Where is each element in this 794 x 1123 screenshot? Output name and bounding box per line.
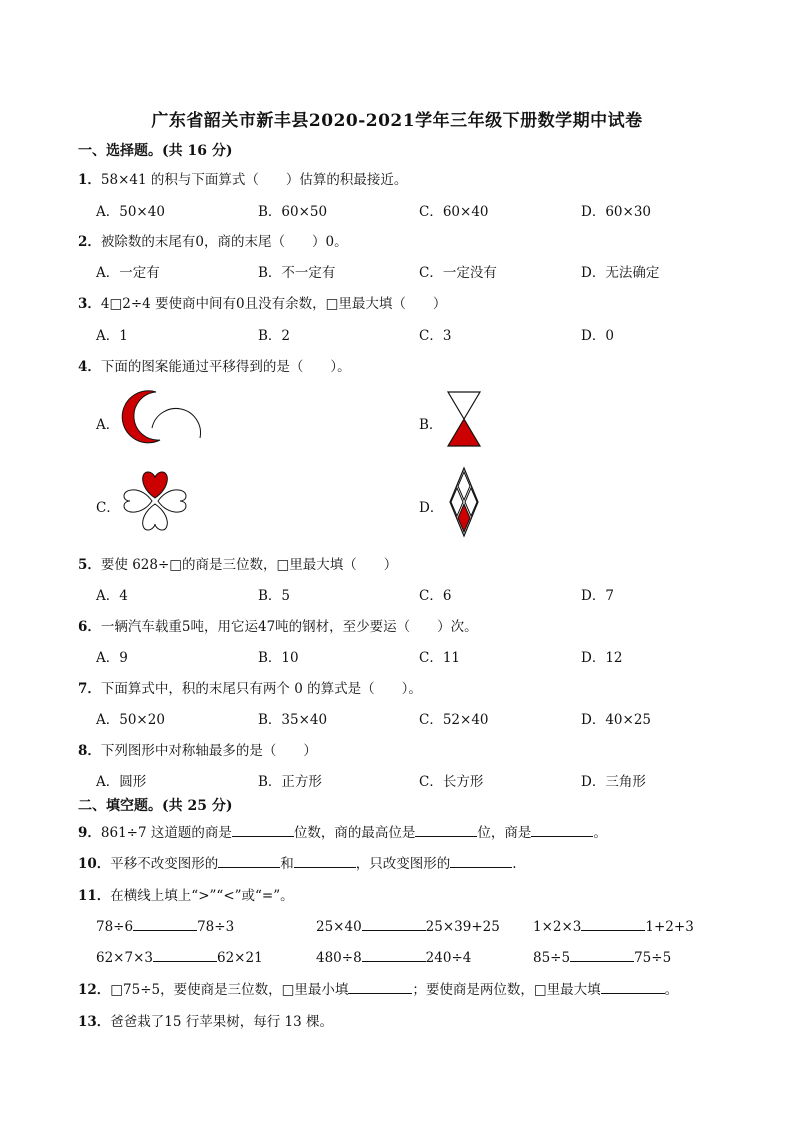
question-8 — [78, 739, 317, 759]
question-text: 58×41 的积与下面算式（ ）估算的积最接近。 — [100, 172, 408, 188]
q8-option-b: B．正方形 — [258, 774, 322, 790]
q8-option-a: A．圆形 — [96, 774, 147, 790]
answer-blank[interactable] — [362, 947, 426, 962]
compare-left: 78÷6 — [96, 919, 134, 935]
q1-option-b: B．60×50 — [258, 204, 328, 220]
q2-option-c: C．一定没有 — [419, 265, 497, 281]
question-text: 平移不改变图形的 — [110, 856, 219, 872]
question-number: 7． — [78, 681, 101, 697]
question-text: 和 — [280, 856, 294, 872]
question-text: 要使 628÷□的商是三位数，□里最大填（ ） — [100, 557, 398, 573]
compare-item — [316, 947, 471, 966]
q4-option-c: C． — [96, 500, 120, 516]
compare-left: 1×2×3 — [533, 919, 582, 935]
question-number: 2． — [78, 234, 101, 250]
compare-item — [96, 916, 234, 935]
q3-option-c: C．3 — [419, 328, 452, 344]
question-2 — [78, 230, 348, 250]
q2-option-a: A．一定有 — [96, 265, 160, 281]
question-number: 1． — [78, 172, 101, 188]
answer-blank[interactable] — [153, 947, 217, 962]
compare-right: 240÷4 — [425, 950, 472, 966]
q6-option-d: D．12 — [581, 650, 623, 666]
compare-left: 62×7×3 — [96, 950, 153, 966]
compare-right: 78÷3 — [197, 919, 235, 935]
question-number: 6． — [78, 619, 101, 635]
q1-option-c: C．60×40 — [419, 204, 489, 220]
q8-option-c: C．长方形 — [419, 774, 484, 790]
compare-item — [96, 947, 263, 966]
question-4 — [78, 355, 351, 375]
question-3 — [78, 292, 446, 312]
compare-item — [316, 916, 500, 935]
question-number: 10． — [78, 856, 111, 872]
question-text: □75÷5，要使商是三位数，□里最小填 — [110, 982, 349, 998]
q5-option-d: D．7 — [581, 588, 614, 604]
question-text: 下列图形中对称轴最多的是（ ） — [100, 743, 317, 759]
answer-blank[interactable] — [531, 822, 593, 837]
section-heading-fill: 二、填空题。(共 25 分) — [78, 798, 233, 814]
q7-option-a: A．50×20 — [96, 712, 165, 728]
hourglass-triangles-icon — [446, 390, 482, 448]
q2-option-d: D．无法确定 — [581, 265, 660, 281]
question-5 — [78, 553, 397, 573]
answer-blank[interactable] — [570, 947, 634, 962]
question-number: 12． — [78, 982, 111, 998]
compare-right: 75÷5 — [634, 950, 672, 966]
question-number: 11． — [78, 888, 111, 904]
q3-option-d: D．0 — [581, 328, 614, 344]
compare-item — [533, 916, 694, 935]
question-10 — [78, 852, 517, 872]
answer-blank[interactable] — [450, 853, 512, 868]
answer-blank[interactable] — [348, 979, 412, 994]
q2-option-b: B．不一定有 — [258, 265, 336, 281]
q3-option-b: B．2 — [258, 328, 291, 344]
compare-left: 480÷8 — [316, 950, 362, 966]
question-text: 下面的图案能通过平移得到的是（ ）。 — [100, 359, 351, 375]
compare-item — [533, 947, 671, 966]
answer-blank[interactable] — [601, 979, 665, 994]
question-text: 4□2÷4 要使商中间有0且没有余数，□里最大填（ ） — [100, 296, 447, 312]
question-text: 被除数的末尾有0，商的末尾（ ）0。 — [100, 234, 348, 250]
question-text: 爸爸栽了15 行苹果树，每行 13 棵。 — [110, 1014, 334, 1030]
question-text: 在横线上填上“>”“<”或“=”。 — [110, 888, 294, 904]
question-text: 位，商是 — [477, 825, 532, 841]
question-text: ，只改变图形的 — [355, 856, 451, 872]
answer-blank[interactable] — [133, 916, 197, 931]
question-text: 一辆汽车载重5吨，用它运47吨的钢材，至少要运（ ）次。 — [100, 619, 478, 635]
answer-blank[interactable] — [294, 853, 356, 868]
answer-blank[interactable] — [581, 916, 645, 931]
q7-option-b: B．35×40 — [258, 712, 328, 728]
page-title: 广东省韶关市新丰县2020-2021学年三年级下册数学期中试卷 — [151, 111, 643, 131]
answer-blank[interactable] — [232, 822, 294, 837]
question-1 — [78, 168, 407, 188]
crescent-moon-icon — [120, 390, 204, 446]
question-number: 4． — [78, 359, 101, 375]
compare-right: 1+2+3 — [645, 919, 694, 935]
q6-option-c: C．11 — [419, 650, 461, 666]
q1-option-d: D．60×30 — [581, 204, 651, 220]
four-heart-clover-icon — [120, 468, 190, 534]
compare-right: 25×39+25 — [425, 919, 500, 935]
question-7 — [78, 677, 422, 697]
compare-right: 62×21 — [216, 950, 263, 966]
compare-left: 25×40 — [316, 919, 362, 935]
question-6 — [78, 615, 478, 635]
question-number: 5． — [78, 557, 101, 573]
q4-option-d: D． — [419, 500, 444, 516]
q5-option-b: B．5 — [258, 588, 291, 604]
question-text: 位数，商的最高位是 — [293, 825, 416, 841]
compare-left: 85÷5 — [533, 950, 571, 966]
q1-option-a: A．50×40 — [96, 204, 165, 220]
question-13 — [78, 1010, 333, 1030]
q3-option-a: A．1 — [96, 328, 128, 344]
q6-option-a: A．9 — [96, 650, 128, 666]
q4-option-b: B． — [419, 417, 443, 433]
question-number: 3． — [78, 296, 101, 312]
question-number: 13． — [78, 1014, 111, 1030]
q8-option-d: D．三角形 — [581, 774, 646, 790]
question-12 — [78, 978, 678, 998]
q5-option-a: A．4 — [96, 588, 128, 604]
question-11 — [78, 884, 294, 904]
question-text: 。 — [664, 982, 679, 998]
q7-option-c: C．52×40 — [419, 712, 489, 728]
q4-option-a: A． — [96, 417, 120, 433]
q5-option-c: C．6 — [419, 588, 452, 604]
q6-option-b: B．10 — [258, 650, 299, 666]
question-text: 。 — [593, 825, 607, 841]
answer-blank[interactable] — [415, 822, 477, 837]
answer-blank[interactable] — [218, 853, 280, 868]
question-number: 8． — [78, 743, 101, 759]
diamond-pattern-icon — [448, 466, 480, 538]
question-text: . — [512, 856, 517, 872]
question-text: ；要使商是两位数，□里最大填 — [412, 982, 601, 998]
section-heading-choice: 一、选择题。(共 16 分) — [78, 143, 233, 159]
answer-blank[interactable] — [362, 916, 426, 931]
q7-option-d: D．40×25 — [581, 712, 651, 728]
question-9 — [78, 821, 607, 841]
question-text: 861÷7 这道题的商是 — [100, 825, 232, 841]
question-number: 9． — [78, 825, 101, 841]
question-text: 下面算式中，积的末尾只有两个 0 的算式是（ ）。 — [100, 681, 422, 697]
